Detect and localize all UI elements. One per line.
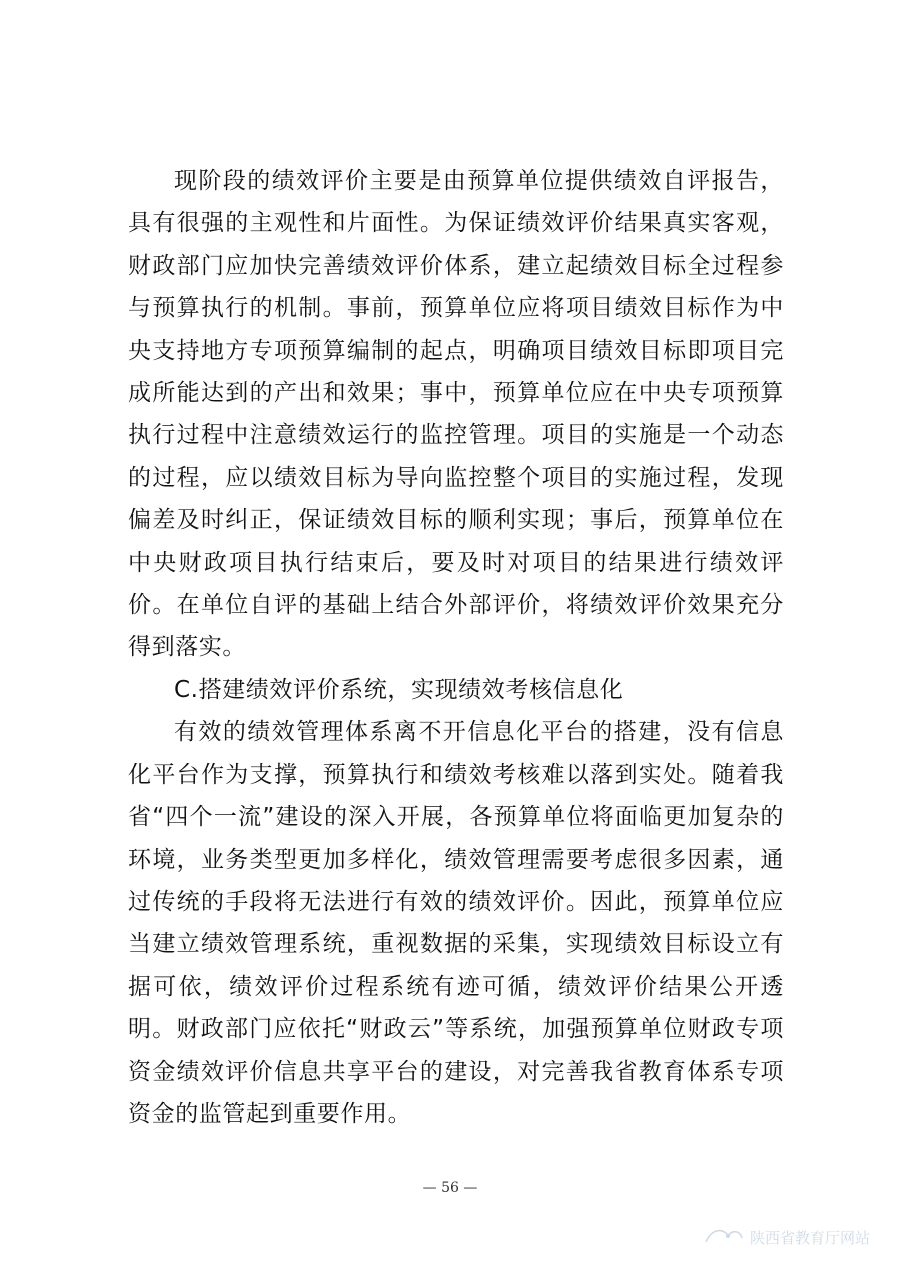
watermark-text: 陕西省教育厅网站 (749, 1228, 870, 1247)
paragraph-information-platform: 有效的绩效管理体系离不开信息化平台的搭建，没有信息化平台作为支撑，预算执行和绩效考核难以落到实处。随着我省“四个一流”建设的深入开展，各预算单位将面临更加复杂的环境，业务类型更加多样化，绩效管理需要考虑很多因素，通过传统的手段将无法进行有效的绩效评价。因此，预算单位应当建立绩效管理系统，重视数据的采集，实现绩效目标设立有据可依，绩效评价过程系统有迹可循，绩效评价结果公开透明。财政部门应依托“财政云”等系统，加强预算单位财政专项资金绩效评价信息共享平台的建设，对完善我省教育体系专项资金的监管起到重要作用。 (128, 719, 784, 1127)
section-heading-c: C.搭建绩效评价系统，实现绩效考核信息化 (174, 676, 624, 703)
paragraph-performance-evaluation: 现阶段的绩效评价主要是由预算单位提供绩效自评报告，具有很强的主观性和片面性。为保证绩效评价结果真实客观，财政部门应加快完善绩效评价体系，建立起绩效目标全过程参与预算执行的机制。事前，预算单位应将项目绩效目标作为中央支持地方专项预算编制的起点，明确项目绩效目标即项目完成所能达到的产出和效果；事中，预算单位应在中央专项预算执行过程中注意绩效运行的监控管理。项目的实施是一个动态的过程，应以绩效目标为导向监控整个项目的实施过程，发现偏差及时纠正，保证绩效目标的顺利实现；事后，预算单位在中央财政项目执行结束后，要及时对项目的结果进行绩效评价。在单位自评的基础上结合外部评价，将绩效评价效果充分得到落实。 (128, 168, 784, 661)
document-body (128, 160, 784, 1135)
watermark-logo-icon (702, 1224, 746, 1250)
page-number: — 56 — (422, 1180, 478, 1196)
watermark (702, 1224, 870, 1250)
